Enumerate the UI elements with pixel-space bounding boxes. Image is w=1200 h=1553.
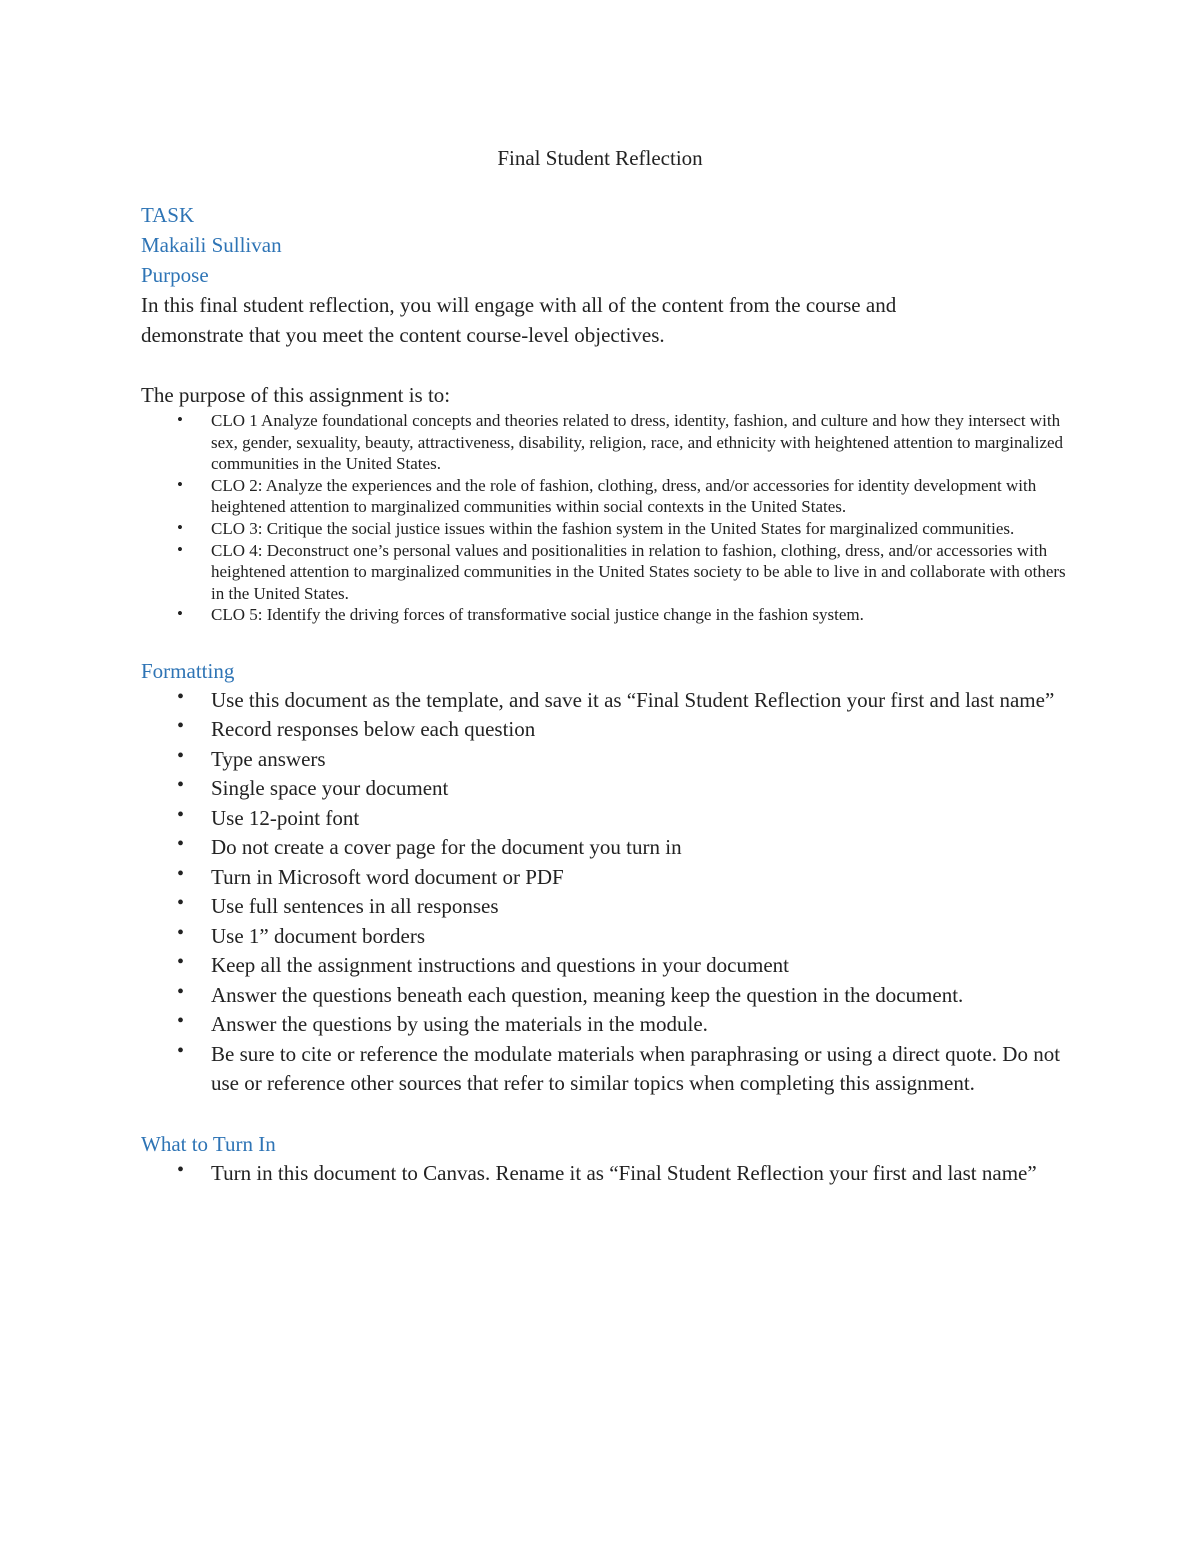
bullet-icon: • (177, 604, 183, 624)
list-item (141, 922, 1071, 952)
bullet-icon: • (177, 862, 185, 885)
turnin-list (141, 1159, 1071, 1189)
purpose-text-line-2: demonstrate that you meet the content course-level objectives. (141, 323, 665, 347)
formatting-item-text: Use 1” document borders (211, 923, 426, 948)
bullet-icon: • (177, 980, 185, 1003)
list-item (141, 686, 1071, 716)
formatting-item-text: Answer the questions beneath each question, meaning keep the question in the document. (211, 982, 964, 1007)
formatting-item-text: Single space your document (211, 776, 449, 801)
section-gap (141, 1099, 1071, 1129)
formatting-item-text: Type answers (211, 746, 326, 771)
formatting-item-text: Answer the questions by using the materials in the module. (211, 1012, 708, 1037)
bullet-icon: • (177, 803, 185, 826)
formatting-item-text: Be sure to cite or reference the modulate materials when paraphrasing or using a direct quote. Do not use or reference other sources that refer to similar topics when completing this assignment. (211, 1041, 1061, 1096)
list-item (141, 540, 1071, 605)
list-item (141, 1159, 1071, 1189)
list-item (141, 892, 1071, 922)
blank-line (141, 350, 1071, 380)
formatting-item-text: Use 12-point font (211, 805, 360, 830)
document-title: Final Student Reflection (497, 146, 703, 170)
list-item (141, 981, 1071, 1011)
bullet-icon: • (177, 892, 185, 915)
formatting-item-text: Use full sentences in all responses (211, 894, 499, 919)
formatting-item-text: Turn in Microsoft word document or PDF (211, 864, 564, 889)
objective-text: CLO 2: Analyze the experiences and the role of fashion, clothing, dress, and/or accessories for identity development with heightened attention to marginalized communities within social contexts in the United States. (211, 475, 1037, 517)
objective-text: CLO 1 Analyze foundational concepts and theories related to dress, identity, fashion, and culture and how they intersect with sex, gender, sexuality, beauty, attractiveness, disability, religion, race, and ethnicity with heightened attention to marginalized communities in the United States. (211, 411, 1064, 474)
bullet-icon: • (177, 744, 185, 767)
list-item (141, 1010, 1071, 1040)
objective-text: CLO 4: Deconstruct one’s personal values and positionalities in relation to fashion, clothing, dress, and/or accessories with heightened attention to marginalized communities in the United States society to be able to live in and collaborate with others in the United States. (211, 540, 1066, 603)
list-item (141, 833, 1071, 863)
bullet-icon: • (177, 921, 185, 944)
list-item (141, 863, 1071, 893)
list-item (141, 518, 1071, 540)
list-item (141, 604, 1071, 626)
formatting-item-text: Record responses below each question (211, 717, 536, 742)
formatting-item-text: Use this document as the template, and save it as “Final Student Reflection your first and last name” (211, 687, 1055, 712)
objectives-list (141, 410, 1071, 626)
bullet-icon: • (177, 774, 185, 797)
objective-text: CLO 3: Critique the social justice issues within the fashion system in the United States for marginalized communities. (211, 518, 1015, 538)
purpose-intro: The purpose of this assignment is to: (141, 383, 451, 407)
objective-text: CLO 5: Identify the driving forces of transformative social justice change in the fashion system. (211, 605, 864, 625)
bullet-icon: • (177, 1039, 185, 1062)
list-item (141, 1040, 1071, 1099)
list-item (141, 745, 1071, 775)
section-gap (141, 626, 1071, 656)
list-item (141, 410, 1071, 475)
list-item (141, 804, 1071, 834)
list-item (141, 774, 1071, 804)
bullet-icon: • (177, 517, 183, 537)
purpose-text-line-1: In this final student reflection, you will engage with all of the content from the course and (141, 293, 897, 317)
formatting-heading: Formatting (141, 658, 235, 683)
bullet-icon: • (177, 951, 185, 974)
formatting-item-text: Do not create a cover page for the document you turn in (211, 835, 682, 860)
document-body (141, 200, 1071, 1188)
formatting-list (141, 686, 1071, 1099)
task-heading: TASK (141, 203, 195, 227)
list-item (141, 475, 1071, 518)
formatting-item-text: Keep all the assignment instructions and questions in your document (211, 953, 789, 978)
bullet-icon: • (177, 833, 185, 856)
bullet-icon: • (177, 1158, 185, 1181)
bullet-icon: • (177, 715, 185, 738)
bullet-icon: • (177, 474, 183, 494)
list-item (141, 715, 1071, 745)
author-name: Makaili Sullivan (141, 233, 282, 257)
turnin-item-text: Turn in this document to Canvas. Rename it as “Final Student Reflection your first and last name” (211, 1160, 1037, 1185)
purpose-heading: Purpose (141, 263, 209, 287)
bullet-icon: • (177, 410, 183, 429)
list-item (141, 951, 1071, 981)
bullet-icon: • (177, 1010, 185, 1033)
bullet-icon: • (177, 539, 183, 559)
bullet-icon: • (177, 685, 185, 708)
turnin-heading: What to Turn In (141, 1131, 276, 1156)
